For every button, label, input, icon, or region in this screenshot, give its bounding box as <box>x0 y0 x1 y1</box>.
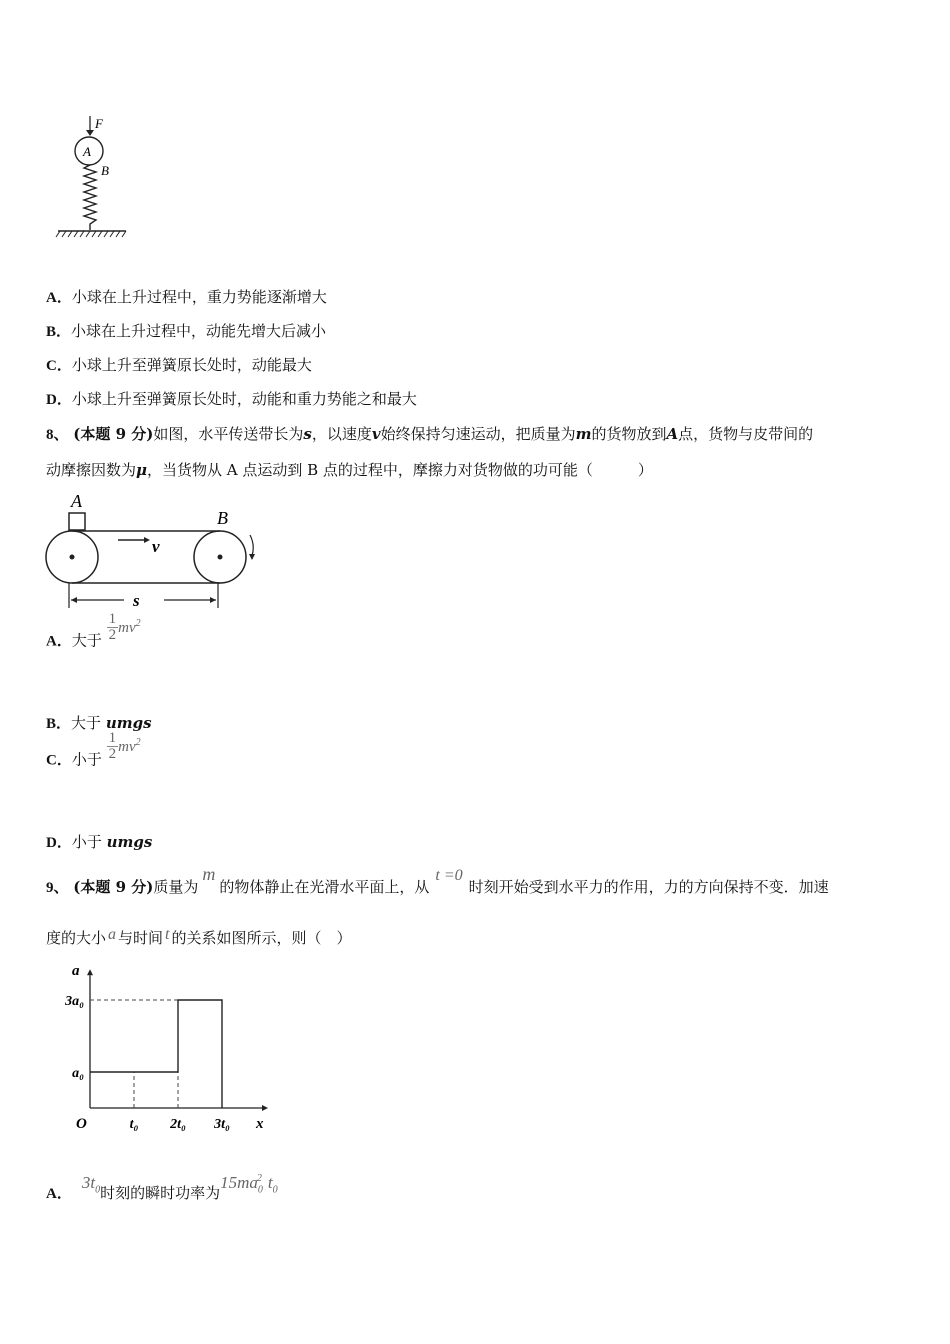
ground-hatching <box>56 231 126 237</box>
y-tick-label-1: 3a₀ <box>65 994 84 1009</box>
spring-label: B <box>101 163 109 178</box>
velocity-label: v <box>152 537 160 556</box>
spring <box>84 165 96 230</box>
force-label: F <box>95 116 103 131</box>
q8-a-expr: $mv^2$ <box>118 617 141 636</box>
q8-c-expr: $mv^2$ <box>118 736 141 755</box>
q7-option-b: B．小球在上升过程中，动能先增大后减小 <box>46 322 327 340</box>
q9-stem-line2: 度的大小 a 与时间 t 的关系如图所示，则（ ） <box>46 926 352 947</box>
s-arrow-left-head <box>71 597 77 603</box>
cargo-block <box>69 513 85 530</box>
y-tick-label-0: a₀ <box>72 1066 84 1081</box>
q9-option-a: A．$3t_0$时刻的瞬时功率为$15ma_0^2$ $t_0$ <box>46 1173 278 1202</box>
x-axis-arrow <box>262 1105 268 1111</box>
point-b-label: B <box>217 508 228 528</box>
q9-a-power-expr: $15ma_0^2$ $t_0$ <box>220 1173 278 1196</box>
y-axis-arrow <box>87 969 93 975</box>
x-tick-label-1: 2t₀ <box>170 1117 186 1132</box>
y-axis-label: a <box>72 963 80 980</box>
q7-option-c: C．小球上升至弹簧原长处时，动能最大 <box>46 356 312 374</box>
x-axis-label: x <box>256 1116 264 1132</box>
ball-label: A <box>83 144 91 159</box>
q8-a-fraction: $\frac{1}{2}$ <box>108 611 117 643</box>
origin-label: O <box>76 1116 87 1132</box>
right-pulley-axle <box>218 555 223 560</box>
conveyor-belt-figure <box>40 490 270 612</box>
q7-option-d: D．小球上升至弹簧原长处时，动能和重力势能之和最大 <box>46 390 417 408</box>
rotation-arrow-arc <box>250 535 253 556</box>
s-arrow-right-head <box>210 597 216 603</box>
q8-option-b: B．大于 umgs <box>46 714 152 732</box>
q8-stem-line2: 动摩擦因数为μ，当货物从 A 点运动到 B 点的过程中，摩擦力对货物做的功可能（ ） <box>46 461 653 479</box>
q8-stem-line1: 8、 (本题 9 分)如图，水平传送带长为s，以速度v始终保持匀速运动，把质量为m的货物放到A点，货物与皮带间的 <box>46 425 814 443</box>
q7-option-a: A．小球在上升过程中，重力势能逐渐增大 <box>46 288 327 306</box>
q9-stem-line1: 9、 (本题 9 分)质量为m的物体静止在光滑水平面上，从t =0时刻开始受到水平力的作用，力的方向保持不变．加速 <box>46 864 829 896</box>
velocity-arrow-head <box>144 537 150 543</box>
x-tick-label-2: 3t₀ <box>214 1117 230 1132</box>
series-line-0 <box>90 1000 222 1108</box>
q8-c-fraction: $\frac{1}{2}$ <box>108 730 117 762</box>
point-a-label: A <box>71 491 82 511</box>
acceleration-time-chart <box>56 955 286 1135</box>
x-tick-label-0: t₀ <box>129 1117 139 1132</box>
length-label: s <box>133 591 140 610</box>
force-arrow-head <box>86 130 94 136</box>
q8-option-c: C．小于 $\frac{1}{2}$ $mv^2$ <box>46 730 141 769</box>
rotation-arrow-head <box>249 554 255 560</box>
left-pulley-axle <box>70 555 75 560</box>
q9-a-time: $3t_0$ <box>81 1173 101 1196</box>
spring-ball-figure <box>54 112 134 242</box>
q8-option-d: D．小于 umgs <box>46 833 153 851</box>
q8-option-a: A．大于 $\frac{1}{2}$ $mv^2$ <box>46 611 141 650</box>
